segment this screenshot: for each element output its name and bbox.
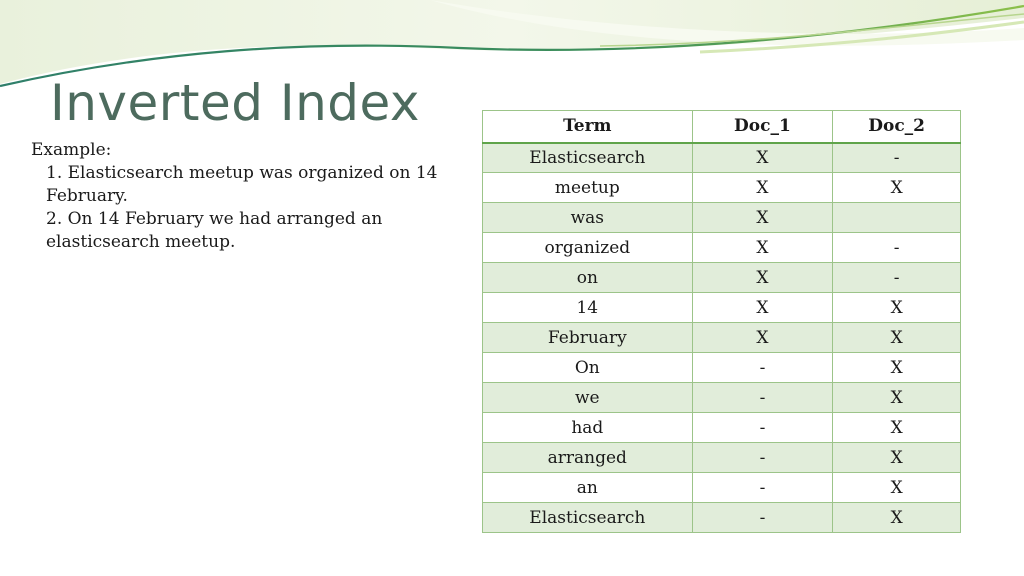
doc-2-cell: - [833,263,961,293]
doc-1-cell: X [692,323,833,353]
example-heading: Example: [31,140,112,160]
doc-2-cell: - [833,233,961,263]
term-cell: on [483,263,693,293]
doc-2-cell: X [833,383,961,413]
example-item-1: 1. Elasticsearch meetup was organized on 14 February. [46,163,438,206]
doc-2-cell: X [833,293,961,323]
doc-2-cell: X [833,503,961,533]
table-row [483,203,961,233]
term-cell: 14 [483,293,693,323]
doc-1-cell: - [692,443,833,473]
doc-1-cell: X [692,143,833,173]
table-header-row [483,111,961,143]
table-row [483,323,961,353]
doc-2-cell: X [833,413,961,443]
doc-1-cell: - [692,503,833,533]
table-row [483,473,961,503]
doc-2-cell: X [833,473,961,503]
term-cell: organized [483,233,693,263]
term-cell: February [483,323,693,353]
table-row [483,263,961,293]
term-cell: had [483,413,693,443]
doc-1-cell: X [692,173,833,203]
doc-1-cell: - [692,413,833,443]
table-row [483,233,961,263]
table-row [483,443,961,473]
doc-1-cell: - [692,473,833,503]
doc-2-cell: X [833,353,961,383]
doc-2-cell: X [833,443,961,473]
doc-2-cell: X [833,323,961,353]
doc-1-cell: - [692,383,833,413]
header-term: Term [483,111,693,143]
table-row [483,293,961,323]
term-cell: Elasticsearch [483,143,693,173]
example-text-block [31,139,441,254]
doc-2-cell: X [833,173,961,203]
term-cell: Elasticsearch [483,503,693,533]
doc-2-cell: - [833,143,961,173]
term-cell: arranged [483,443,693,473]
doc-2-cell [833,203,961,233]
table-row [483,503,961,533]
doc-1-cell: X [692,203,833,233]
term-cell: meetup [483,173,693,203]
doc-1-cell: - [692,353,833,383]
table-row [483,173,961,203]
term-cell: an [483,473,693,503]
table-row [483,143,961,173]
header-doc-1: Doc_1 [692,111,833,143]
table-row [483,383,961,413]
slide-title: Inverted Index [50,74,420,132]
term-cell: we [483,383,693,413]
doc-1-cell: X [692,293,833,323]
term-cell: On [483,353,693,383]
inverted-index-table [482,110,961,533]
table-row [483,353,961,383]
example-item-2: 2. On 14 February we had arranged an elasticsearch meetup. [46,209,383,252]
doc-1-cell: X [692,233,833,263]
term-cell: was [483,203,693,233]
table-row [483,413,961,443]
header-doc-2: Doc_2 [833,111,961,143]
doc-1-cell: X [692,263,833,293]
